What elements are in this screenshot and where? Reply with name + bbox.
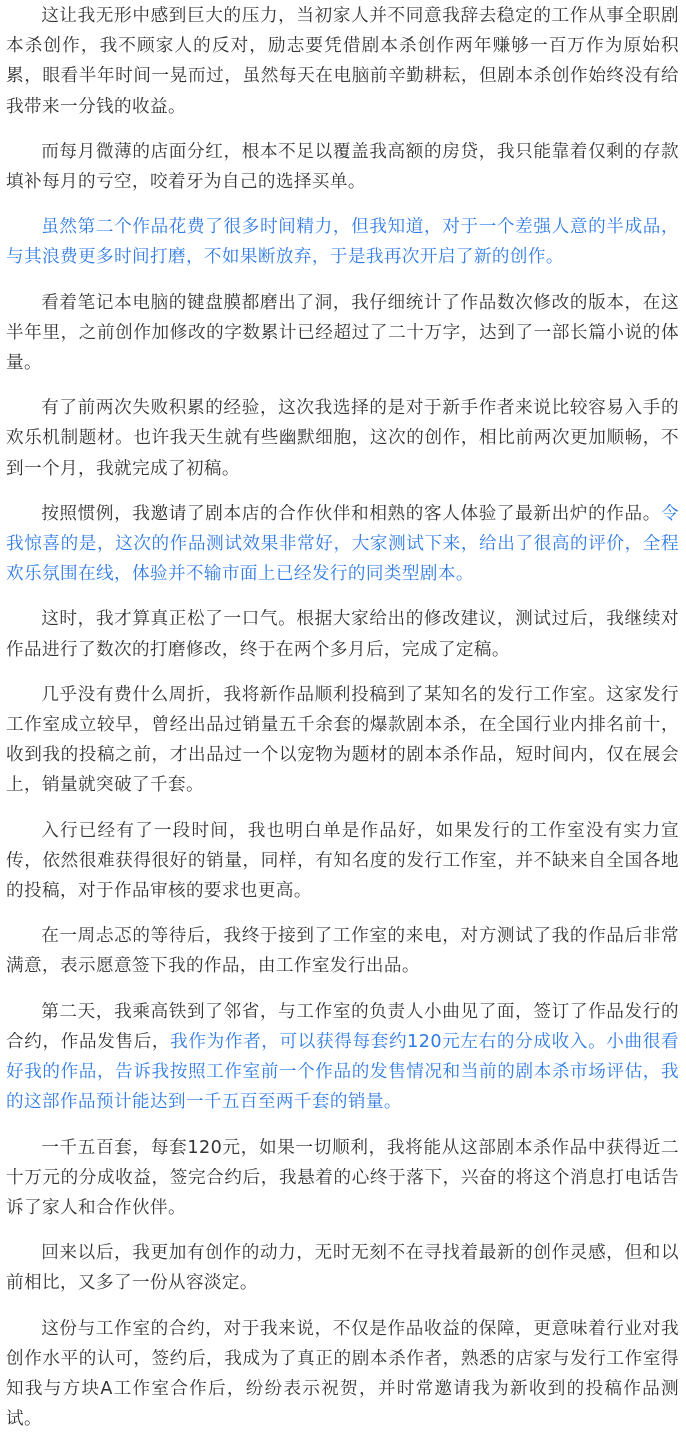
- article-paragraph: [6, 1314, 679, 1434]
- article-paragraph: [6, 499, 679, 590]
- paragraph-text: 一千五百套，每套120元，如果一切顺利，我将能从这部剧本杀作品中获得近二十万元的分成收益，签完合约后，我悬着的心终于落下，兴奋的将这个消息打电话告诉了家人和合作伙伴。: [6, 1137, 679, 1218]
- paragraph-text: 回来以后，我更加有创作的动力，无时无刻不在寻找着最新的创作灵感，但和以前相比，又多了一份从容淡定。: [6, 1243, 679, 1294]
- article-paragraph: [6, 816, 679, 907]
- article-paragraph: [6, 604, 679, 664]
- article-paragraph: [6, 288, 679, 379]
- paragraph-text: 在一周忐忑的等待后，我终于接到了工作室的来电，对方测试了我的作品后非常满意，表示愿意签下我的作品，由工作室发行出品。: [6, 926, 679, 977]
- article-paragraph: [6, 680, 679, 801]
- paragraph-text: 入行已经有了一段时间，我也明白单是作品好，如果发行的工作室没有实力宣传，依然很难获得很好的销量，同样，有知名度的发行工作室，并不缺来自全国各地的投稿，对于作品审核的要求也更高。: [6, 820, 679, 902]
- article-paragraph: [6, 212, 679, 272]
- paragraph-text: 这份与工作室的合约，对于我来说，不仅是作品收益的保障，更意味着行业对我创作水平的认可，签约后，我成为了真正的剧本杀作者，熟悉的店家与发行工作室得知我与方块A工作室合作后，纷纷表示祝贺，并时常邀请我为新收到的投稿作品测试。: [6, 1318, 679, 1430]
- paragraph-text: 而每月微薄的店面分红，根本不足以覆盖我高额的房贷，我只能靠着仅剩的存款填补每月的亏空，咬着牙为自己的选择买单。: [6, 141, 679, 193]
- paragraph-text: 这时，我才算真正松了一口气。根据大家给出的修改建议，测试过后，我继续对作品进行了数次的打磨修改，终于在两个多月后，完成了定稿。: [6, 609, 679, 660]
- article-paragraph: [6, 997, 679, 1118]
- paragraph-text: 第二天，我乘高铁到了邻省，与工作室的负责人小曲见了面，签订了作品发行的合约，作品发售后，: [6, 1001, 679, 1052]
- article-paragraph: [6, 1238, 679, 1298]
- paragraph-text: 几乎没有费什么周折，我将新作品顺利投稿到了某知名的发行工作室。这家发行工作室成立较早，曾经出品过销量五千余套的爆款剧本杀，在全国行业内排名前十，收到我的投稿之前，才出品过一个以宠物为题材的剧本杀作品，短时间内，仅在展会上，销量就突破了千套。: [6, 684, 679, 796]
- article-paragraph: [6, 1, 679, 122]
- highlighted-text: 我作为作者，可以获得每套约120元左右的分成收入。小曲很看好我的作品，告诉我按照工作室前一个作品的发售情况和当前的剧本杀市场评估，我的这部作品预计能达到一千五百至两千套的销量。: [6, 1031, 680, 1113]
- article-paragraph: [6, 393, 679, 484]
- article-paragraph: [6, 921, 679, 981]
- paragraph-text: 这让我无形中感到巨大的压力，当初家人并不同意我辞去稳定的工作从事全职剧本杀创作，我不顾家人的反对，励志要凭借剧本杀创作两年赚够一百万作为原始积累，眼看半年时间一晃而过，虽然每天在电脑前辛勤耕耘，但剧本杀创作始终没有给我带来一分钱的收益。: [6, 6, 679, 117]
- paragraph-text: 有了前两次失败积累的经验，这次我选择的是对于新手作者来说比较容易入手的欢乐机制题材。也许我天生就有些幽默细胞，这次的创作，相比前两次更加顺畅，不到一个月，我就完成了初稿。: [6, 398, 679, 479]
- highlighted-text: 虽然第二个作品花费了很多时间精力，但我知道，对于一个差强人意的半成品，与其浪费更多时间打磨，不如果断放弃，于是我再次开启了新的创作。: [6, 217, 679, 268]
- paragraph-text: 看着笔记本电脑的键盘膜都磨出了洞，我仔细统计了作品数次修改的版本，在这半年里，之前创作加修改的字数累计已经超过了二十万字，达到了一部长篇小说的体量。: [6, 292, 679, 374]
- paragraph-text: 按照惯例，我邀请了剧本店的合作伙伴和相熟的客人体验了最新出炉的作品。: [41, 503, 661, 524]
- highlighted-text: 令我惊喜的是，这次的作品测试效果非常好，大家测试下来，给出了很高的评价，全程欢乐氛围在线，体验并不输市面上已经发行的同类型剧本。: [6, 503, 679, 585]
- article-paragraph: [6, 1133, 679, 1224]
- article-paragraph: [6, 137, 679, 197]
